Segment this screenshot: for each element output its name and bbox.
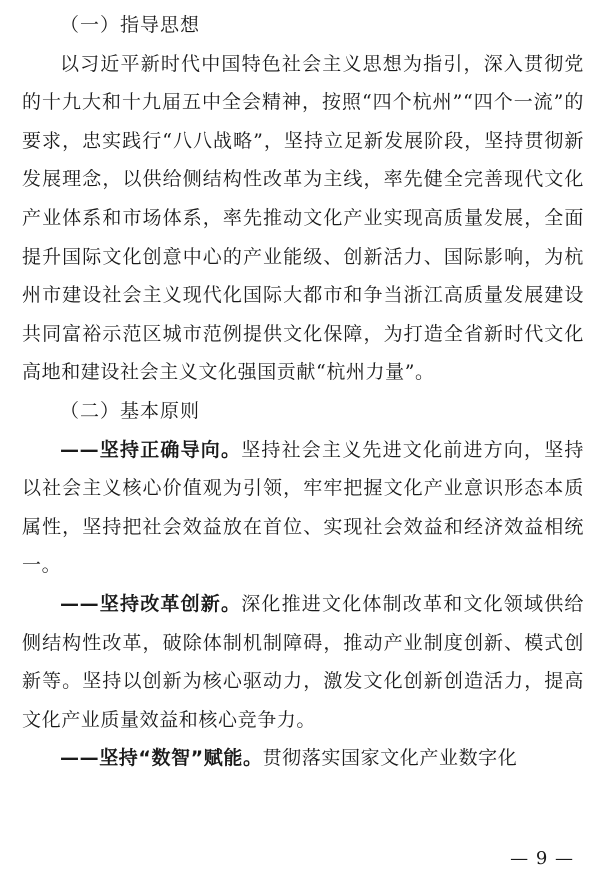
principle-paragraph [22, 585, 584, 739]
section-heading-guiding-ideology: （一）指导思想 [60, 14, 201, 36]
principle-lead: ——坚持“数智”赋能。 [60, 747, 263, 770]
paragraph-guiding-ideology: 以习近平新时代中国特色社会主义思想为指引，深入贯彻党的十九大和十九届五中全会精神，按照“四个杭州”“四个一流”的要求，忠实践行“八八战略”，坚持立足新发展阶段，坚持贯彻新发展理念，以供给侧结构性改革为主线，率先健全完善现代文化产业体系和市场体系，率先推动文化产业实现高质量发展，全面提升国际文化创意中心的产业能级、创新活力、国际影响，为杭州市建设社会主义现代化国际大都市和争当浙江高质量发展建设共同富裕示范区城市范例提供文化保障，为打造全省新时代文化高地和建设社会主义文化强国贡献“杭州力量”。 [22, 52, 584, 384]
principle-text: 坚持社会主义先进文化前进方向，坚持以社会主义核心价值观为引领，牢牢把握文化产业意识形态本质属性，坚持把社会效益放在首位、实现社会效益和经济效益相统一。 [22, 438, 584, 577]
principle-text: 贯彻落实国家文化产业数字化 [262, 747, 518, 770]
page-number: — 9 — [510, 848, 574, 869]
principle-lead: ——坚持正确导向。 [60, 438, 242, 461]
principle-paragraph [22, 739, 584, 778]
principle-lead: ——坚持改革创新。 [60, 592, 242, 615]
section-heading-basic-principles: （二）基本原则 [60, 399, 201, 422]
principle-paragraph [22, 431, 584, 585]
document-page [22, 6, 584, 778]
principle-text: 深化推进文化体制改革和文化领域供给侧结构性改革，破除体制机制障碍，推动产业制度创新、模式创新等。坚持以创新为核心驱动力，激发文化创新创造活力，提高文化产业质量效益和核心竞争力。 [22, 592, 584, 731]
